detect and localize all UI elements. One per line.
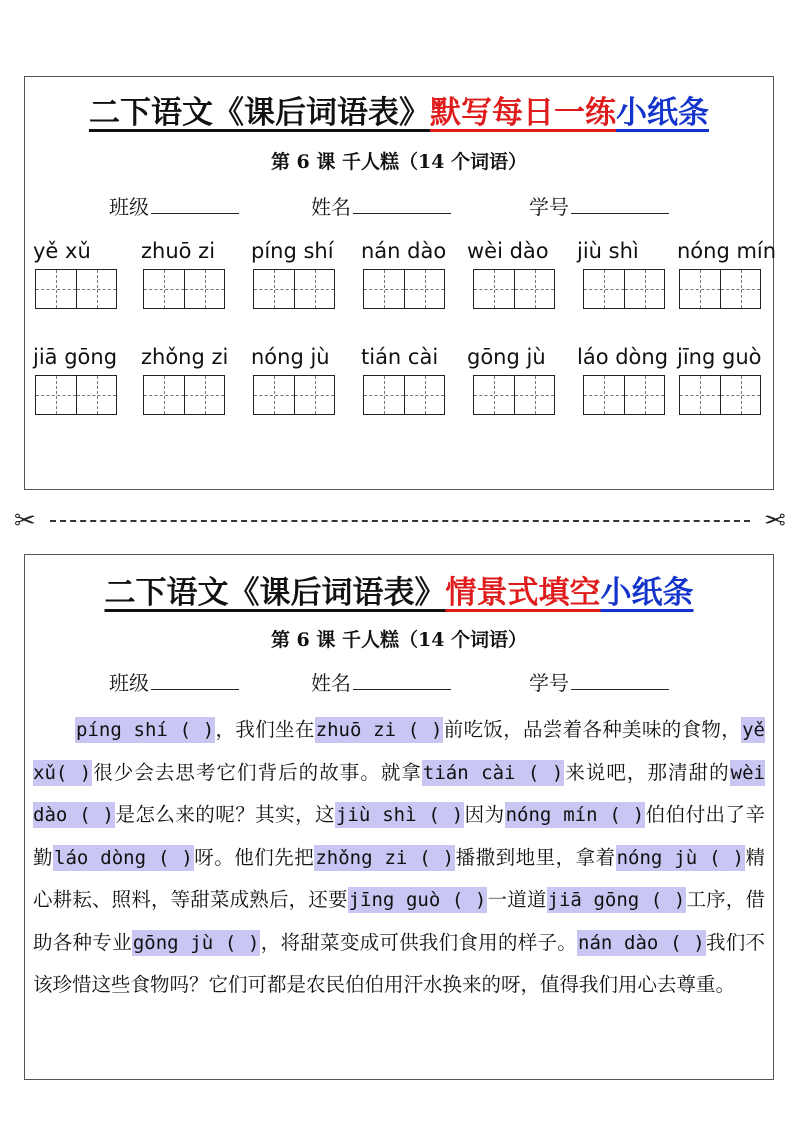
class-label: 班级 <box>109 671 149 695</box>
name-label: 姓名 <box>311 671 351 695</box>
class-field[interactable] <box>109 191 239 220</box>
class-label: 班级 <box>109 195 149 219</box>
writing-cell[interactable] <box>76 270 116 308</box>
passage-text: 精心耕耘、照料，等甜菜成熟后，还要 <box>33 845 765 911</box>
writing-boxes[interactable] <box>253 269 335 309</box>
writing-boxes[interactable] <box>583 375 665 415</box>
dashed-divider <box>50 520 750 522</box>
student-info-row <box>25 191 773 221</box>
story-passage <box>33 709 765 1006</box>
pinyin-label: nóng jù <box>251 345 330 369</box>
pinyin-label: píng shí <box>251 239 334 263</box>
passage-text: 是怎么来的呢？其实，这 <box>115 803 335 826</box>
fill-blank[interactable]: jiù shì ( ) <box>335 804 464 826</box>
fill-blank[interactable]: yě xǔ( ) <box>33 719 765 784</box>
writing-boxes[interactable] <box>473 269 555 309</box>
scissors-icon: ✂ <box>764 506 786 536</box>
passage-text: 播撒到地里，拿着 <box>455 845 616 869</box>
passage-text: 一道道 <box>487 888 547 911</box>
writing-cell[interactable] <box>184 270 224 308</box>
title-highlight: 情景式填空 <box>445 575 601 611</box>
writing-cell[interactable] <box>720 376 760 414</box>
writing-cell[interactable] <box>254 270 294 308</box>
dictation-card <box>24 76 777 490</box>
fill-blank[interactable]: zhuō zi ( ) <box>315 719 443 741</box>
title-suffix: 小纸条 <box>616 95 709 131</box>
writing-boxes[interactable] <box>473 375 555 415</box>
writing-cell[interactable] <box>474 376 514 414</box>
title-main: 二下语文《课后词语表》 <box>104 575 446 611</box>
title-main: 二下语文《课后词语表》 <box>89 95 430 131</box>
writing-boxes[interactable] <box>35 269 117 309</box>
writing-cell[interactable] <box>720 270 760 308</box>
writing-cell[interactable] <box>474 270 514 308</box>
passage-text: 伯伯付出了辛勤 <box>33 803 765 869</box>
writing-cell[interactable] <box>294 376 334 414</box>
name-label: 姓名 <box>311 195 351 219</box>
pinyin-label: yě xǔ <box>33 239 91 263</box>
passage-text: ，将甜菜变成可供我们食用的样子。 <box>260 930 578 954</box>
passage-text: 来说吧，那清甜的 <box>564 760 730 784</box>
writing-cell[interactable] <box>36 376 76 414</box>
number-blank[interactable] <box>571 671 669 690</box>
pinyin-label: láo dòng <box>577 345 669 369</box>
fill-blank[interactable]: nóng mín ( ) <box>505 804 645 826</box>
passage-text: 工序，借助各种专业 <box>33 888 765 954</box>
writing-cell[interactable] <box>294 270 334 308</box>
name-field[interactable] <box>311 191 451 220</box>
class-field[interactable] <box>109 667 239 696</box>
fill-blank[interactable]: láo dòng ( ) <box>54 846 193 869</box>
writing-cell[interactable] <box>144 270 184 308</box>
class-blank[interactable] <box>151 195 239 214</box>
writing-cell[interactable] <box>680 270 720 308</box>
pinyin-label: nóng mín <box>677 239 777 263</box>
writing-boxes[interactable] <box>253 375 335 415</box>
writing-cell[interactable] <box>364 376 404 414</box>
title-highlight: 默写每日一练 <box>430 95 616 131</box>
writing-boxes[interactable] <box>363 375 445 415</box>
writing-boxes[interactable] <box>143 375 225 415</box>
writing-cell[interactable] <box>624 376 664 414</box>
passage-text: 呀。他们先把 <box>193 845 315 869</box>
writing-cell[interactable] <box>404 376 444 414</box>
pinyin-label: wèi dào <box>467 239 549 263</box>
name-blank[interactable] <box>353 671 451 690</box>
writing-boxes[interactable] <box>363 269 445 309</box>
lesson-heading: 第 6 课 千人糕（14 个词语） <box>270 151 528 173</box>
cut-line <box>14 506 786 536</box>
writing-cell[interactable] <box>584 270 624 308</box>
writing-cell[interactable] <box>624 270 664 308</box>
number-label: 学号 <box>529 671 569 695</box>
number-field[interactable] <box>529 667 669 696</box>
fill-in-card <box>24 554 774 1080</box>
fill-blank[interactable]: jiā gōng ( ) <box>547 889 686 911</box>
writing-cell[interactable] <box>584 376 624 414</box>
name-field[interactable] <box>311 667 451 696</box>
fill-blank[interactable]: wèi dào ( ) <box>33 761 765 826</box>
writing-cell[interactable] <box>36 270 76 308</box>
pinyin-label: gōng jù <box>467 345 546 369</box>
lesson-heading: 第 6 课 千人糕（14 个词语） <box>270 629 528 651</box>
passage-text: 我们不该珍惜这些食物吗？它们可都是农民伯伯用汗水换来的呀，值得我们用心去尊重。 <box>33 930 765 996</box>
pinyin-label: jiā gōng <box>33 345 118 369</box>
fill-blank[interactable]: jīng guò ( ) <box>348 889 487 911</box>
student-info-row <box>25 667 773 697</box>
pinyin-label: jiù shì <box>577 239 639 263</box>
title-suffix: 小纸条 <box>600 575 694 611</box>
writing-cell[interactable] <box>404 270 444 308</box>
pinyin-label: tián cài <box>361 345 439 369</box>
writing-cell[interactable] <box>76 376 116 414</box>
writing-cell[interactable] <box>680 376 720 414</box>
fill-blank[interactable]: gōng jù ( ) <box>132 931 260 954</box>
writing-boxes[interactable] <box>679 269 761 309</box>
card-title <box>25 87 773 132</box>
fill-blank[interactable]: nán dào ( ) <box>578 931 705 954</box>
writing-cell[interactable] <box>364 270 404 308</box>
card-title <box>25 567 773 612</box>
pinyin-label: zhǒng zi <box>141 345 229 369</box>
writing-boxes[interactable] <box>35 375 117 415</box>
writing-cell[interactable] <box>254 376 294 414</box>
passage-text: ，我们坐在 <box>215 718 315 741</box>
number-label: 学号 <box>529 195 569 219</box>
fill-blank[interactable]: nóng jù ( ) <box>616 846 744 869</box>
pinyin-label: nán dào <box>361 239 447 263</box>
number-field[interactable] <box>529 191 669 220</box>
passage-text: 因为 <box>464 803 505 826</box>
passage-text: 很少会去思考它们背后的故事。就拿 <box>92 760 422 784</box>
pinyin-label: zhuō zi <box>141 239 216 263</box>
class-blank[interactable] <box>151 671 239 690</box>
fill-blank[interactable]: tián cài ( ) <box>422 761 564 784</box>
writing-cell[interactable] <box>184 376 224 414</box>
writing-boxes[interactable] <box>679 375 761 415</box>
passage-text: 前吃饭，品尝着各种美味的食物， <box>443 718 742 741</box>
fill-blank[interactable]: píng shí ( ) <box>76 719 215 741</box>
writing-cell[interactable] <box>514 376 554 414</box>
writing-cell[interactable] <box>144 376 184 414</box>
writing-boxes[interactable] <box>143 269 225 309</box>
name-blank[interactable] <box>353 195 451 214</box>
writing-boxes[interactable] <box>583 269 665 309</box>
scissors-icon: ✂ <box>14 506 36 536</box>
pinyin-label: jīng guò <box>677 345 762 369</box>
writing-cell[interactable] <box>514 270 554 308</box>
fill-blank[interactable]: zhǒng zi ( ) <box>315 846 455 869</box>
number-blank[interactable] <box>571 195 669 214</box>
